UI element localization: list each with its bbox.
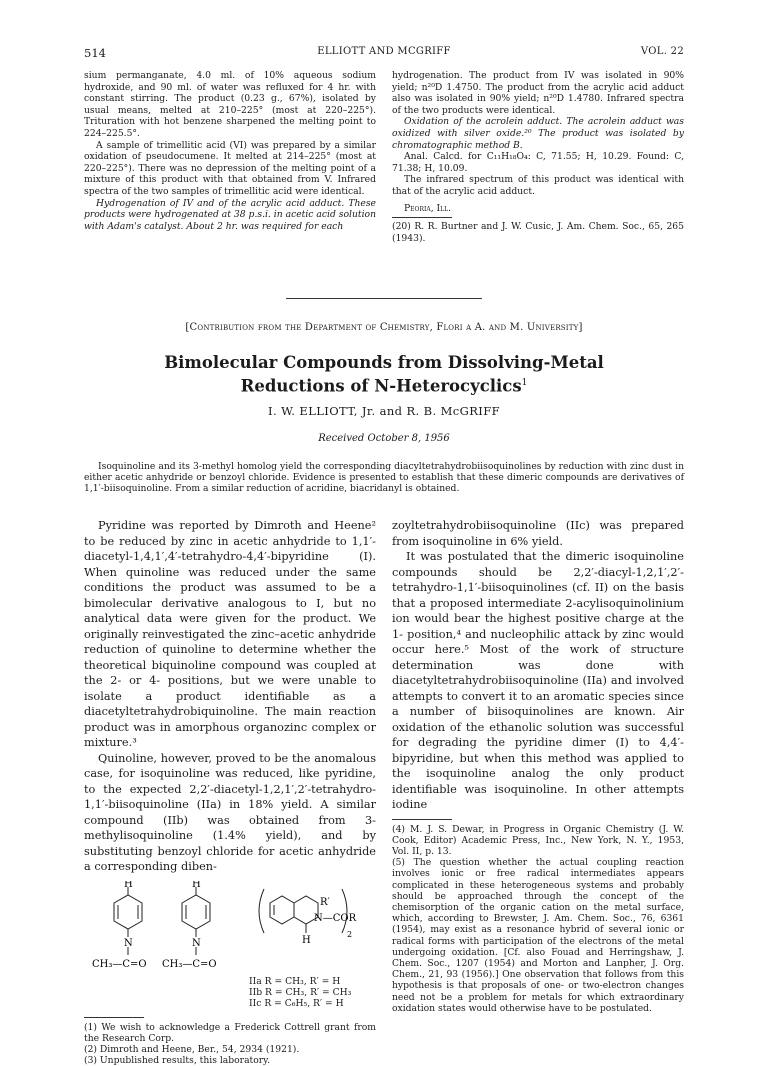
footnote: (2) Dimroth and Heene, Ber., 54, 2934 (1921). — [84, 1044, 376, 1055]
previous-article-left-column — [84, 70, 376, 232]
article-body — [84, 518, 684, 1038]
paragraph: The infrared spectrum of this product was identical with that of the acrylic acid adduct. — [392, 174, 684, 197]
title-line: Bimolecular Compounds from Dissolving-Metal — [84, 352, 684, 373]
right-footnotes — [392, 824, 684, 1014]
footnote: (4) M. J. S. Dewar, in Progress in Organic Chemistry (J. W. Cook, Editor) Academic Press, Inc., New York, N. Y., 1953, Vol. II, p. 13. — [392, 824, 684, 858]
paragraph: zoyltetrahydrobiisoquinoline (IIc) was prepared from isoquinoline in 6% yield. — [392, 518, 684, 549]
title-footnote-mark: 1 — [522, 378, 528, 388]
paragraph: hydrogenation. The product from IV was isolated in 90% yield; n²⁰D 1.4750. The product from the acrylic acid adduct also was isolated in 90% yield; n²⁰D 1.4780. Infrared spectra of the two products were identical. — [392, 70, 684, 116]
footnote-rule — [84, 1017, 144, 1018]
paragraph: sium permanganate, 4.0 ml. of 10% aqueous sodium hydroxide, and 90 ml. of water was refluxed for 4 hr. with constant stirring. The product (0.23 g., 67%), isolated by usual means, melted at 210–225° (most at 220–225°). Trituration with hot benzene sharpened the melting point to 224–225.5°. — [84, 70, 376, 140]
r-prime-label: R′ — [320, 897, 331, 908]
author-line: I. W. ELLIOTT, Jr. and R. B. McGRIFF — [84, 404, 684, 418]
footnote-rule — [392, 217, 452, 218]
paragraph: Hydrogenation of IV and of the acrylic acid adduct. These products were hydrogenated at 38 p.s.i. in acetic acid solution with Adam's catalyst. About 2 hr. was required for each — [84, 198, 376, 233]
acyl-left-label: CH₃—C=O — [92, 959, 147, 970]
analysis-paragraph: Anal. Calcd. for C₁₁H₁₈O₄: C, 71.55; H, 10.29. Found: C, 71.38; H, 10.09. — [392, 151, 684, 174]
compound-line: IIc R = C₆H₅, R′ = H — [249, 998, 351, 1009]
footnote-rule — [392, 819, 452, 820]
body-right-column — [392, 518, 684, 1014]
received-date: Received October 8, 1956 — [84, 433, 684, 444]
footnote: (20) R. R. Burtner and J. W. Cusic, J. Am. Chem. Soc., 65, 265 (1943). — [392, 221, 684, 244]
paragraph: Oxidation of the acrolein adduct. The acrolein adduct was oxidized with silver oxide.²⁰ The product was isolated by chromatographic method B. — [392, 116, 684, 151]
footnote: (1) We wish to acknowledge a Frederick Cottrell grant from the Research Corp. — [84, 1022, 376, 1044]
footnote: (3) Unpublished results, this laboratory. — [84, 1055, 376, 1066]
h-mid-label: H — [302, 935, 311, 946]
left-footnotes — [84, 1022, 376, 1066]
n-left-label: N — [124, 938, 133, 949]
compound-line: IIb R = CH₃, R′ = CH₃ — [249, 987, 351, 998]
page-number: 514 — [84, 46, 106, 60]
footnote: (5) The question whether the actual coupling reaction involves ionic or free radical intermediates appears complicated in these heterogeneous systems and probably should be approached through the concept of the chemisorption of the organic cation on the metal surface, which, according to Brewster, J. Am. Chem. Soc., 76, 6361 (1954), may exist as a resonance hybrid of several ionic or radical forms with participation of the electrons of the metal undergoing oxidation. [Cf. also Fouad and Herringshaw, J. Chem. Soc., 1207 (1954) and Morton and Lanpher, J. Org. Chem., 21, 93 (1956).] One observation that follows from this hypothesis is that proposals of one- or two-electron changes need not be a problem for metals for which extraordinary oxidation states would otherwise have to be postulated. — [392, 857, 684, 1014]
abstract: Isoquinoline and its 3-methyl homolog yield the corresponding diacyltetrahydrobiisoquinolines by reduction with zinc dust in either acetic anhydride or benzoyl chloride. Evidence is presented to establish that these dimeric compounds are derivatives of 1,1′-biisoquinoline. From a similar reduction of acridine, biacridanyl is obtained. — [84, 461, 684, 495]
structure-diagram — [84, 881, 376, 1011]
title-line — [84, 373, 684, 397]
acyl-right-label: CH₃—C=O — [162, 959, 217, 970]
compound-line: IIa R = CH₃, R′ = H — [249, 976, 351, 987]
n-right-label: N — [192, 938, 201, 949]
contribution-line: [Contribution from the Department of Chemistry, Flori a A. and M. University] — [84, 322, 684, 333]
previous-article-end — [84, 70, 684, 290]
structure-drawing — [84, 881, 376, 976]
running-header — [84, 46, 684, 62]
h-left-label: H — [124, 881, 133, 890]
volume-label: VOL. 22 — [641, 46, 684, 57]
location-line: Peoria, Ill. — [392, 203, 684, 215]
article-title — [84, 352, 684, 397]
paragraph: Quinoline, however, proved to be the anomalous case, for isoquinoline was reduced, like pyridine, to the expected 2,2′-diacetyl-1,2,1′,2′-tetrahydro-1,1′-biisoquinoline (IIa) in 18% yield. A similar compound (IIb) was obtained from 3-methylisoquinoline (1.4% yield), and by substituting benzoyl chloride for acetic anhydride a corresponding diben- — [84, 751, 376, 875]
body-left-column — [84, 518, 376, 1066]
paragraph: It was postulated that the dimeric isoquinoline compounds should be 2,2′-diacyl-1,2,1′,2′-tetrahydro-1,1′-biisoquinolines (cf. II) on the basis that a proposed intermediate 2-acylisoquinolinium ion would bear the highest positive charge at the 1- position,⁴ and nucleophilic attack by zinc would occur here.⁵ Most of the work of structure determination was done with diacetyltetrahydrobiisoquinoline (IIa) and involved attempts to convert it to an aromatic species since a number of biisoquinolines are known. Air oxidation of the ethanolic solution was successful for degrading the pyridine dimer (I) to 4,4′-bipyridine, but when this method was applied to the isoquinoline analog the only product identifiable was isoquinoline. In other attempts iodine — [392, 549, 684, 813]
subscript-two-label: 2 — [347, 930, 352, 939]
title-line-text: Reductions of N-Heterocyclics — [241, 377, 522, 396]
paragraph: Pyridine was reported by Dimroth and Heene² to be reduced by zinc in acetic anhydride to 1,1′-diacetyl-1,4,1′,4′-tetrahydro-4,4′-bipyridine (I). When quinoline was reduced under the same conditions the product was assumed to be a bimolecular derivative analogous to I, but no analytical data were given for the product. We originally reinvestigated the zinc–acetic anhydride reduction of quinoline to determine whether the theoretical biquinoline compound was coupled at the 2- or 4- positions, but we were unable to isolate a product identifiable as a diacetyltetrahydrobiquinoline. The main reaction product was in amorphous organozinc complex or mixture.³ — [84, 518, 376, 751]
article-divider — [286, 298, 482, 299]
compound-list — [249, 976, 351, 1009]
previous-article-right-column — [392, 70, 684, 244]
running-title: ELLIOTT AND MCGRIFF — [84, 46, 684, 57]
paragraph: A sample of trimellitic acid (VI) was prepared by a similar oxidation of pseudocumene. It melted at 214–225° (most at 220–225°). There was no depression of the melting point of a mixture of this product with that obtained from V. Infrared spectra of the two samples of trimellitic acid were identical. — [84, 140, 376, 198]
h-right-label: H — [192, 881, 201, 890]
n-cor-label: N—COR — [314, 913, 357, 924]
